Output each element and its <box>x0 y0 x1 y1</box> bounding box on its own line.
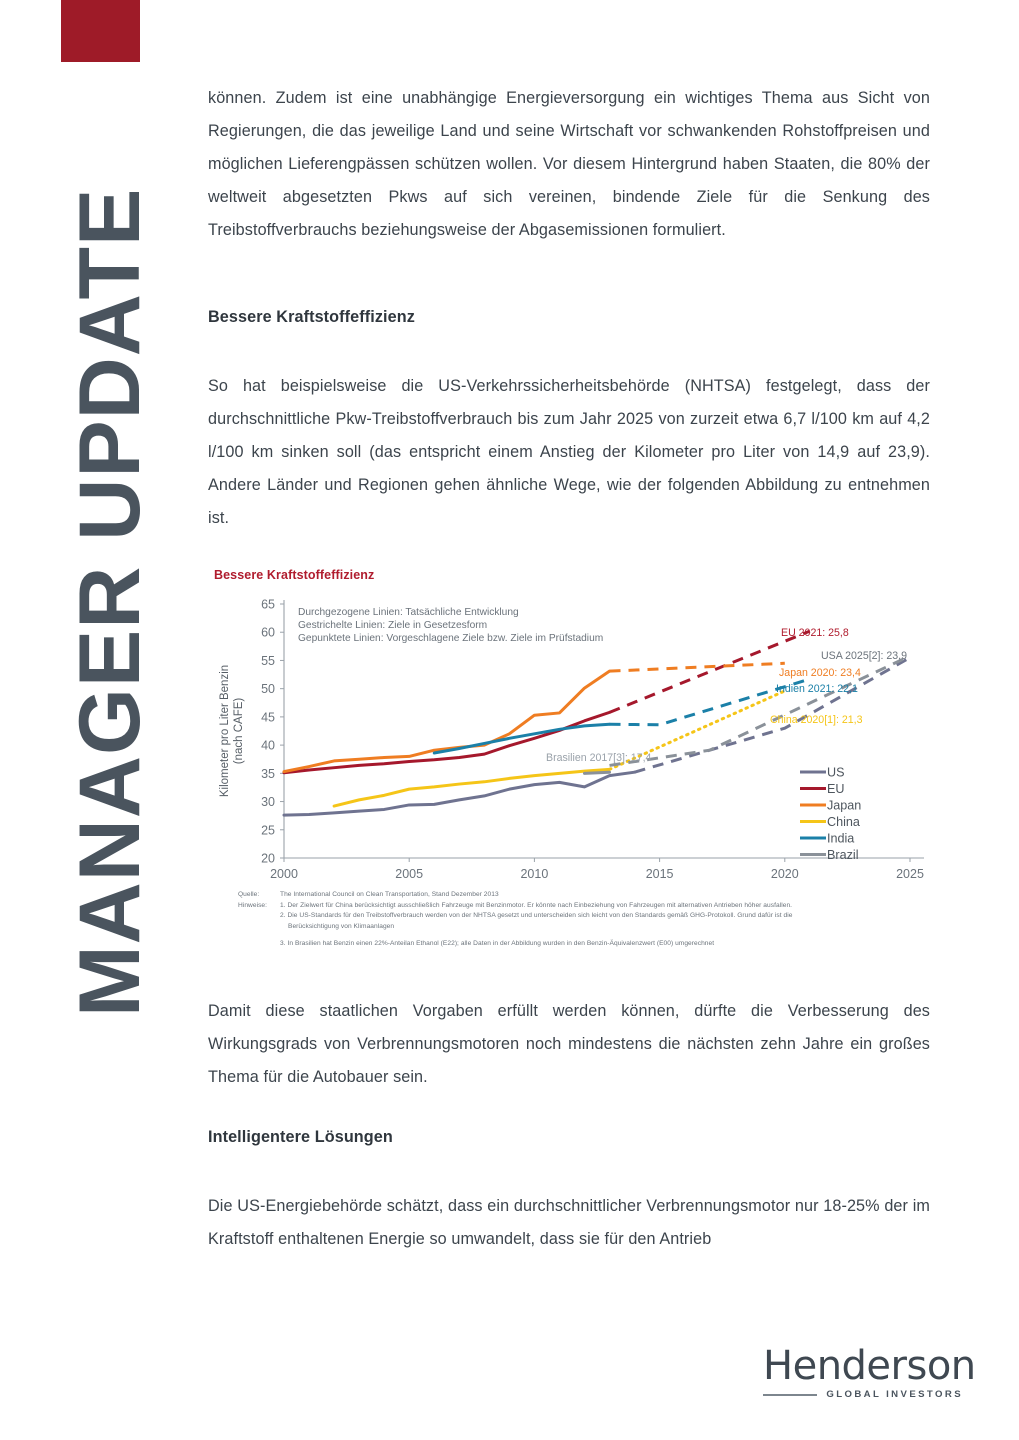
logo-wordmark: Henderson <box>763 1343 976 1389</box>
footnote-source-text: The International Council on Clean Transportation, Stand Dezember 2013 <box>280 891 499 898</box>
legend-label-us: US <box>827 765 845 780</box>
paragraph-3: Damit diese staatlichen Vorgaben erfüllt werden können, dürfte die Verbesserung des Wirkungsgrads von Verbrennungsmotoren noch mindestens die nächsten zehn Jahre ein großes Thema für die Autobauer sein. <box>208 1002 930 1086</box>
paragraph-2: So hat beispielsweise die US-Verkehrssicherheitsbehörde (NHTSA) festgelegt, dass der durchschnittliche Pkw-Treibstoffverbrauch bis zum Jahr 2025 von zurzeit etwa 6,7 l/100 km auf 4,2 l/100 km sinken soll (das entspricht einem Anstieg der Kilometer pro Liter von 14,9 auf 23,9). Andere Länder und Regionen gehen ähnliche Wege, wie der folgenden Abbildung zu entnehmen ist. <box>208 377 930 527</box>
legend-label-eu: EU <box>827 782 845 797</box>
chart-annotation: USA 2025[2]: 23,9 <box>821 650 907 662</box>
chart-annotation: China 2020[1]: 21,3 <box>770 714 863 726</box>
series-line-solid <box>584 772 609 773</box>
chart-annotation: Indien 2021: 22,1 <box>776 683 858 695</box>
y-axis-title-line1: Kilometer pro Liter Benzin <box>219 664 231 798</box>
figure-fuel-efficiency <box>208 560 930 970</box>
chart-plot-area <box>208 586 930 896</box>
sidebar-banner <box>0 0 165 1440</box>
footnote-spacer <box>238 932 938 939</box>
footnote-note-2b: Berücksichtigung von Klimaanlagen <box>288 922 395 930</box>
footnote-note1-row <box>238 901 938 912</box>
legend-label-japan: Japan <box>827 798 862 813</box>
linestyle-key-line: Durchgezogene Linien: Tatsächliche Entwicklung <box>298 607 519 618</box>
series-line-solid <box>284 772 635 815</box>
logo-subtitle-row <box>763 1389 963 1400</box>
x-tick-label: 2015 <box>645 867 674 881</box>
y-tick-label: 40 <box>261 738 275 753</box>
y-tick-label: 20 <box>261 851 275 866</box>
footnote-source-row <box>238 890 938 901</box>
legend-label-china: China <box>827 815 860 830</box>
legend-label-brazil: Brazil <box>827 848 859 863</box>
series-india <box>434 679 810 753</box>
series-line-solid <box>334 769 609 806</box>
footnote-note-1: 1. Der Zielwert für China berücksichtigt ausschließlich Fahrzeuge mit Benzinmotor. Er könnte nach Einbeziehung von Fahrzeugen mit alternativen Antrieben höher ausfallen. <box>280 901 793 909</box>
paragraph-1: können. Zudem ist eine unabhängige Energieversorgung ein wichtiges Thema aus Sicht von Regierungen, die das jeweilige Land und seine Wirtschaft vor schwankenden Rohstoffpreisen und möglichen Lieferengpässen schützen wollen. Vor diesem Hintergrund haben Staaten, die 80% der weltweit abgesetzten Pkws auf sich vereinen, bindende Ziele für die Senkung des Treibstoffverbrauchs beziehungsweise der Abgasemissionen formuliert. <box>208 89 930 239</box>
y-axis-title-line2: (nach CAFE) <box>233 697 245 765</box>
henderson-logo <box>763 1343 976 1400</box>
logo-divider-rule <box>763 1394 817 1396</box>
series-line-dashed <box>610 663 785 671</box>
chart-annotation: Brasilien 2017[3]: 17,4 <box>546 752 652 764</box>
footnote-note2-row <box>238 911 938 922</box>
document-body <box>208 0 930 1440</box>
heading-bessere-kraftstoffeffizienz: Bessere Kraftstoffeffizienz <box>208 308 415 326</box>
chart-annotation: Japan 2020: 23,4 <box>779 667 861 679</box>
sidebar-title-container <box>55 85 165 1025</box>
y-tick-label: 60 <box>261 625 275 640</box>
y-tick-label: 55 <box>261 653 275 668</box>
x-tick-label: 2010 <box>520 867 549 881</box>
y-tick-label: 50 <box>261 682 275 697</box>
series-line-solid <box>434 724 609 753</box>
series-japan <box>284 663 785 771</box>
linestyle-key-line: Gepunktete Linien: Vorgeschlagene Ziele bzw. Ziele im Prüfstadium <box>298 633 604 644</box>
series-line-dashed <box>610 656 910 766</box>
y-tick-label: 30 <box>261 795 275 810</box>
logo-subtitle: GLOBAL INVESTORS <box>826 1389 963 1400</box>
y-tick-label: 65 <box>261 597 275 612</box>
figure-footnotes <box>238 890 938 950</box>
x-tick-label: 2005 <box>395 867 424 881</box>
chart-annotation: EU 2021: 25,8 <box>781 627 849 639</box>
x-tick-label: 2025 <box>896 867 924 881</box>
y-tick-label: 45 <box>261 710 275 725</box>
footnote-notes-label: Hinweise: <box>238 901 268 909</box>
x-tick-label: 2000 <box>270 867 298 881</box>
heading-intelligentere-loesungen: Intelligentere Lösungen <box>208 1128 393 1146</box>
paragraph-4: Die US-Energiebehörde schätzt, dass ein durchschnittlicher Verbrennungsmotor nur 18-25% der im Kraftstoff enthaltenen Energie so umwandelt, dass sie für den Antrieb <box>208 1197 930 1248</box>
sidebar-title: MANAGER UPDATE <box>62 187 158 1017</box>
footnote-note3-row <box>238 939 938 950</box>
sidebar-accent-block <box>61 0 140 62</box>
footnote-note2b-row <box>238 922 938 933</box>
line-chart <box>208 586 930 896</box>
x-tick-label: 2020 <box>770 867 799 881</box>
footnote-source-label: Quelle: <box>238 891 260 898</box>
y-tick-label: 25 <box>261 823 275 838</box>
linestyle-key-line: Gestrichelte Linien: Ziele in Gesetzesform <box>298 620 488 631</box>
legend-label-india: India <box>827 831 855 846</box>
footnote-note-3: 3. In Brasilien hat Benzin einen 22%-Anteilan Ethanol (E22); alle Daten in der Abbildung wurden in den Benzin-Äquivalenzwert (E00) umgerechnet <box>280 940 715 947</box>
y-axis-title <box>219 665 245 797</box>
y-tick-label: 35 <box>261 766 275 781</box>
figure-title: Bessere Kraftstoffeffizienz <box>214 568 375 582</box>
footnote-note-2: 2. Die US-Standards für den Treibstoffverbrauch werden von der NHTSA gesetzt und unterscheiden sich leicht von den Standards gemäß GHG-Protokoll. Grund dafür ist die <box>280 912 793 919</box>
